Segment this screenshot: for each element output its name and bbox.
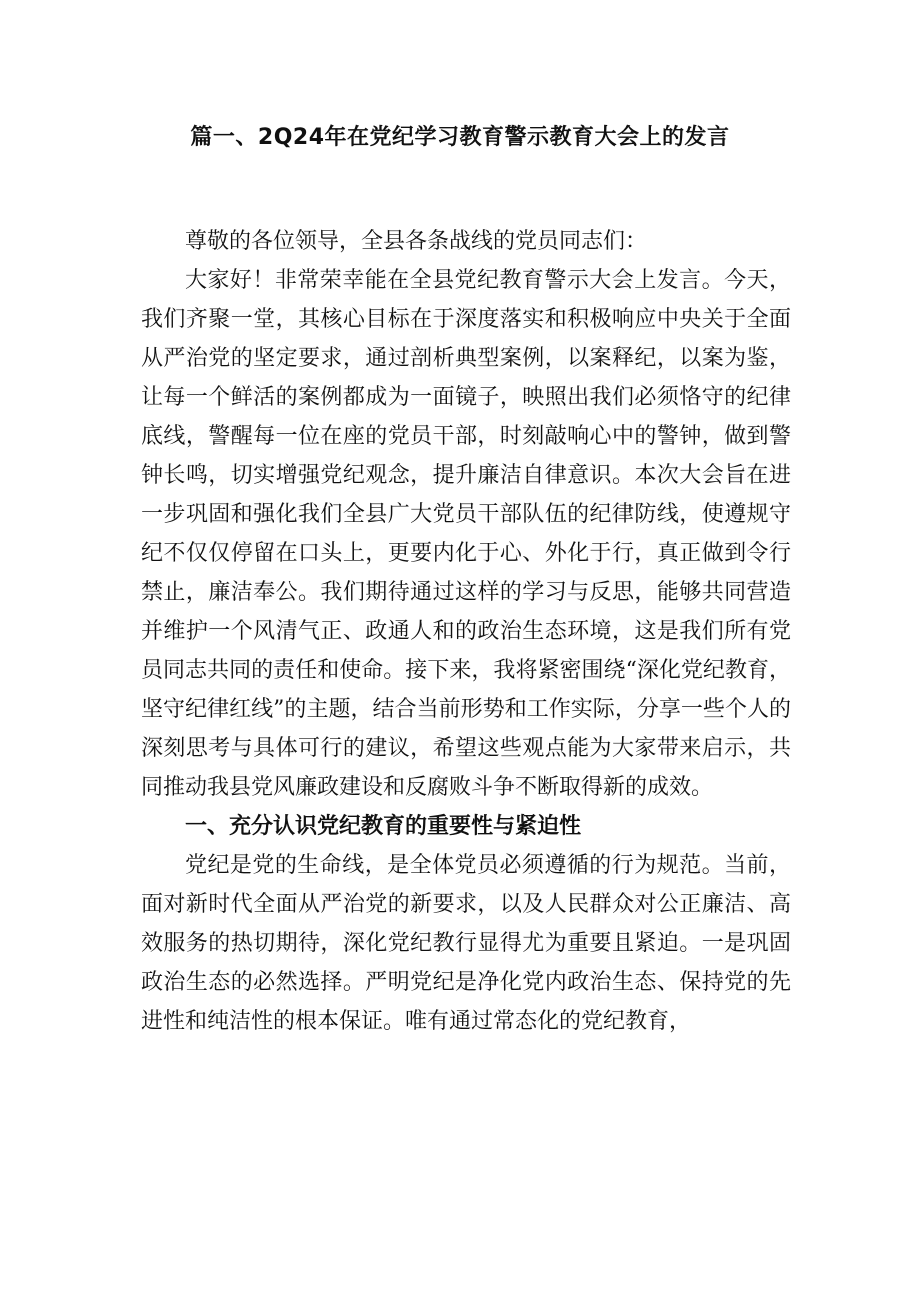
section-paragraph: 党纪是党的生命线，是全体党员必须遵循的行为规范。当前，面对新时代全面从严治党的新要求，以及人民群众对公正廉洁、高效服务的热切期待，深化党纪教行显得尤为重要且紧迫。一是巩固政治生态的必然选择。严明党纪是净化党内政治生态、保持党的先进性和纯洁性的根本保证。唯有通过常态化的党纪教育， <box>141 853 791 1034</box>
document-title: 篇一、2Q24年在党纪学习教育警示教育大会上的发言 <box>190 125 730 150</box>
intro-paragraph: 大家好！非常荣幸能在全县党纪教育警示大会上发言。今天，我们齐聚一堂，其核心目标在于深度落实和积极响应中央关于全面从严治党的坚定要求，通过剖析典型案例，以案释纪，以案为鉴，让每一个鲜活的案例都成为一面镜子，映照出我们必须恪守的纪律底线，警醒每一位在座的党员干部，时刻敲响心中的警钟，做到警钟长鸣，切实增强党纪观念，提升廉洁自律意识。本次大会旨在进一步巩固和强化我们全县广大党员干部队伍的纪律防线，使遵规守纪不仅仅停留在口头上，更要内化于心、外化于行，真正做到令行禁止，廉洁奉公。我们期待通过这样的学习与反思，能够共同营造并维护一个风清气正、政通人和的政治生态环境，这是我们所有党员同志共同的责任和使命。接下来，我将紧密围绕“深化党纪教育，坚守纪律红线”的主题，结合当前形势和工作实际，分享一些个人的深刻思考与具体可行的建议，希望这些观点能为大家带来启示，共同推动我县党风廉政建设和反腐败斗争不断取得新的成效。 <box>141 268 791 800</box>
section-heading: 一、充分认识党纪教育的重要性与紧迫性 <box>185 814 582 839</box>
document-body <box>141 222 791 1041</box>
salutation: 尊敬的各位领导，全县各条战线的党员同志们： <box>185 229 648 254</box>
